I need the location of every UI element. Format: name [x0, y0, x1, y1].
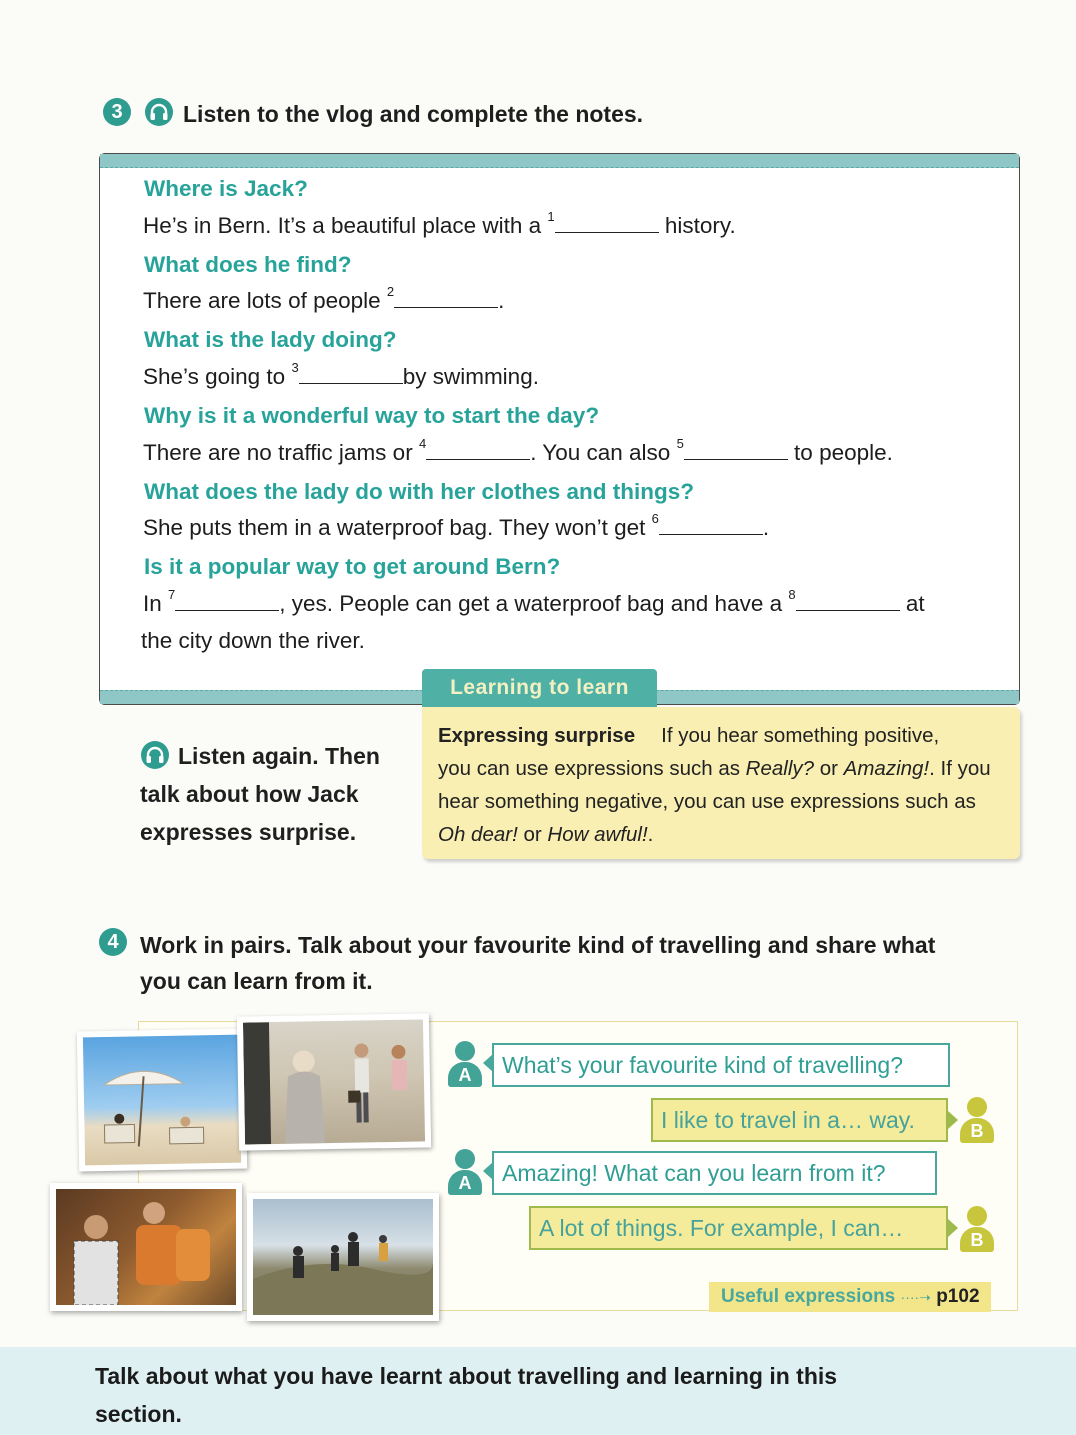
answer-6-line-2: the city down the river.: [141, 628, 365, 653]
dotted-arrow-icon: ····➝: [900, 1289, 931, 1305]
question-4: Why is it a wonderful way to start the day?: [144, 403, 600, 428]
photo-hikers: [247, 1193, 439, 1321]
photo-beach: [77, 1029, 247, 1172]
answer-3: She’s going to $^3$ by swimming.: [143, 360, 539, 389]
dialogue-line-3: Amazing! What can you learn from it?: [492, 1151, 937, 1195]
exercise-3-number: 3: [103, 98, 131, 126]
useful-expressions-link[interactable]: Useful expressions ····➝ p102: [709, 1282, 991, 1312]
blank-5[interactable]: [684, 441, 788, 460]
answer-4: There are no traffic jams or $^4$ . You can also $^5$ to people.: [143, 436, 893, 465]
learning-to-learn-title: Expressing surprise: [438, 724, 636, 747]
blank-2[interactable]: [394, 289, 498, 308]
blank-6[interactable]: [659, 516, 763, 535]
answer-2: There are lots of people $^2$ .: [143, 284, 505, 313]
answer-1: He’s in Bern. It’s a beautiful place with a $^1$ history.: [143, 209, 736, 238]
headphones-icon: [145, 98, 173, 126]
question-2: What does he find?: [144, 252, 352, 277]
blank-7[interactable]: [175, 592, 279, 611]
exercise-4-title-line-2: you can learn from it.: [140, 968, 373, 994]
speaker-b-icon: B: [960, 1206, 994, 1252]
bubble-pointer-right: [948, 1219, 958, 1237]
blank-1[interactable]: [555, 214, 659, 233]
photo-backpackers: [50, 1183, 242, 1311]
question-1: Where is Jack?: [144, 176, 308, 201]
blank-4[interactable]: [426, 441, 530, 460]
exercise-4-title-line-1: Work in pairs. Talk about your favourite kind of travelling and share what: [140, 932, 936, 958]
question-3: What is the lady doing?: [144, 327, 397, 352]
listen-again-instruction: Listen again. Then talk about how Jack expresses surprise.: [140, 743, 380, 845]
question-6: Is it a popular way to get around Bern?: [144, 554, 561, 579]
dialogue-line-1: What’s your favourite kind of travelling?: [492, 1043, 950, 1087]
notes-box-top-bar: [100, 154, 1019, 168]
exercise-4-number: 4: [99, 928, 127, 956]
photo-city-walk: [237, 1013, 431, 1150]
section-footer: [0, 1347, 1076, 1435]
footer-line-1: Talk about what you have learnt about travelling and learning in this: [95, 1363, 838, 1389]
footer-line-2: section.: [95, 1401, 182, 1427]
dialogue-line-4: A lot of things. For example, I can…: [529, 1206, 948, 1250]
speaker-a-icon: A: [448, 1149, 482, 1195]
learning-to-learn-box: Expressing surprise If you hear something positive, you can use expressions such as Really? or Amazing!. If you hear something negative, you can use expressions such as Oh dear! or How awful!.: [422, 707, 1020, 859]
learning-to-learn-tab: Learning to learn: [422, 669, 657, 707]
blank-3[interactable]: [299, 365, 403, 384]
bubble-pointer-right: [948, 1111, 958, 1129]
dialogue-line-2: I like to travel in a… way.: [651, 1098, 948, 1142]
question-5: What does the lady do with her clothes and things?: [144, 479, 695, 504]
speaker-b-icon: B: [960, 1097, 994, 1143]
blank-8[interactable]: [796, 592, 900, 611]
answer-6: In $^7$ , yes. People can get a waterproof bag and have a $^8$ at: [143, 587, 925, 616]
answer-5: She puts them in a waterproof bag. They won’t get $^6$ .: [143, 511, 770, 540]
exercise-3-title: Listen to the vlog and complete the notes.: [183, 101, 644, 127]
speaker-a-icon: A: [448, 1041, 482, 1087]
